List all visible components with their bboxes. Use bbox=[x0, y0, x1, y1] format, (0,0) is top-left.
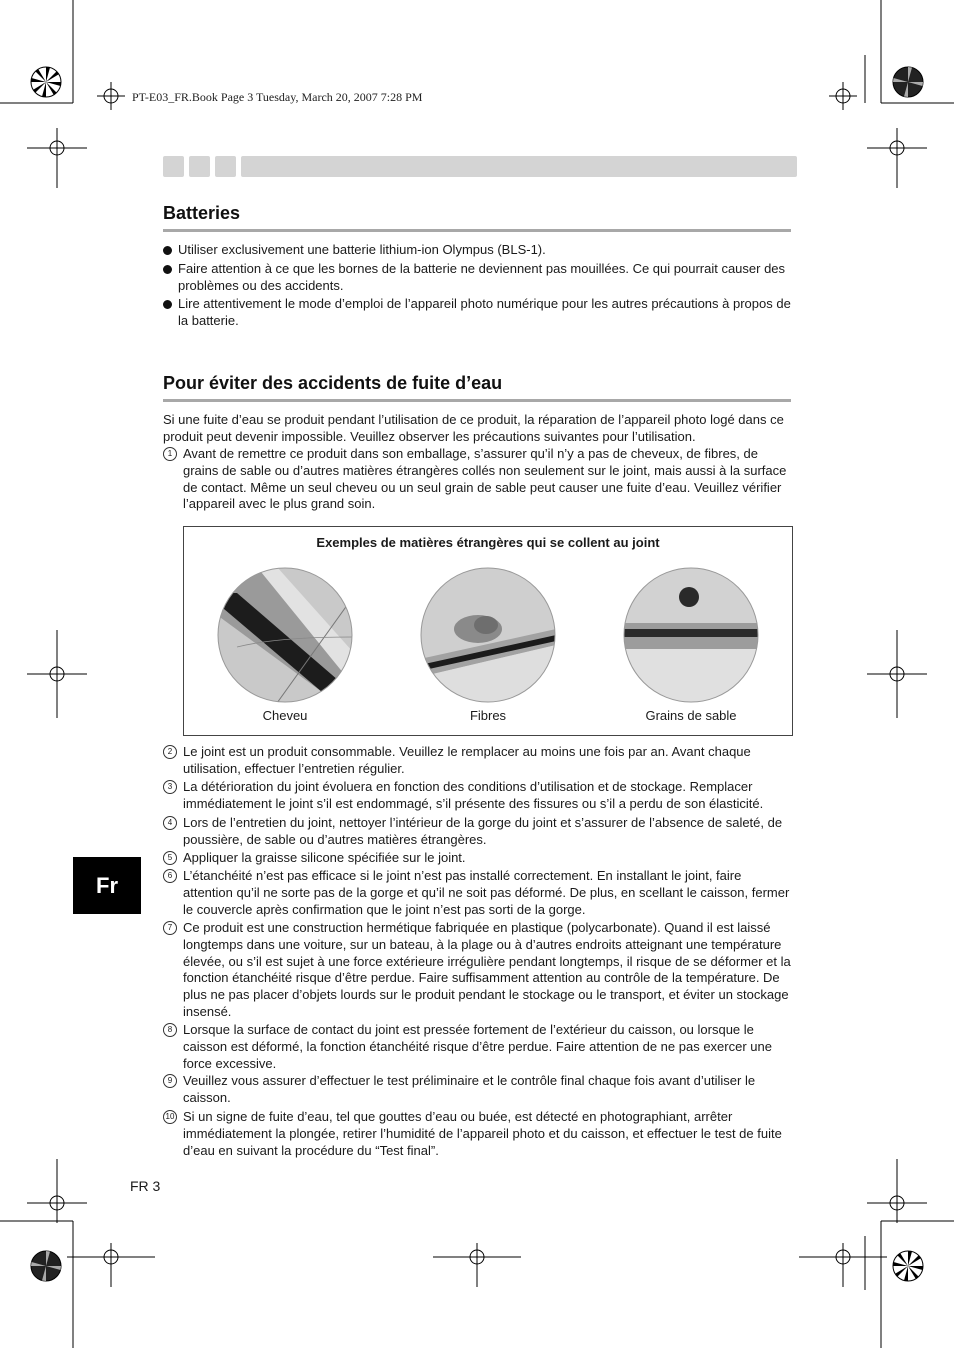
caption-sand: Grains de sable bbox=[645, 708, 737, 723]
numbered-item: 3 La détérioration du joint évoluera en fonction des conditions d’utilisation et de stockage. Remplacer immédiatement le joint s’il est endommagé, s’il présente des fissures ou s’il a perdu de son élasticité. bbox=[163, 779, 793, 813]
print-info: PT-E03_FR.Book Page 3 Tuesday, March 20, 2007 7:28 PM bbox=[132, 90, 423, 104]
language-tab: Fr bbox=[73, 857, 141, 914]
numbered-item: 7 Ce produit est une construction hermétique fabriquée en plastique (polycarbonate). Quand il est laissé longtemps dans une voiture, sur un bateau, à la plage ou à d’autres endroits atteignant une température élevée, ou s’il est sujet à une force extérieure irrégulière pendant longtemps, il risque de se déformer et la fonction étanchéité risque d’être perdue. Faire suffisamment attention au contrôle de la température. De plus ne pas placer d’objets lourds sur le produit pendant le stockage ou le transport, et éviter un stockage insensé. bbox=[163, 920, 793, 1021]
section-title-batteries: Batteries bbox=[163, 203, 241, 223]
numbered-item: 4 Lors de l’entretien du joint, nettoyer l’intérieur de la gorge du joint et s’assurer de l’absence de saleté, de poussière, de sable ou d’autres matières étrangères. bbox=[163, 815, 793, 849]
page-number: FR 3 bbox=[130, 1178, 161, 1194]
section-title-water-leak: Pour éviter des accidents de fuite d’eau bbox=[163, 373, 503, 393]
numbered-item: 1 Avant de remettre ce produit dans son emballage, s’assurer qu’il n’y a pas de cheveux, de fibres, de grains de sable ou d’autres matières étrangères collés non seulement sur le joint, mais aussi à la surface de contact. Même un seul cheveu ou un seul grain de sable peut causer une fuite d’eau. Veuillez vérifier l’appareil avec le plus grand soin. bbox=[163, 446, 793, 513]
numbered-item: 9 Veuillez vous assurer d’effectuer le test préliminaire et le contrôle final chaque fois avant d’utiliser le caisson. bbox=[163, 1073, 793, 1107]
caption-hair: Cheveu bbox=[262, 708, 308, 723]
numbered-item: 10 Si un signe de fuite d’eau, tel que gouttes d’eau ou buée, est détecté en photographiant, arrêter immédiatement la plongée, retirer l’humidité de l’appareil photo et du caisson, et effectuer le test de fuite d’eau en suivant la procédure du “Test final”. bbox=[163, 1109, 793, 1159]
numbered-item: 5 Appliquer la graisse silicone spécifiée sur le joint. bbox=[163, 850, 793, 867]
numbered-item: 6 L’étanchéité n’est pas efficace si le joint n’est pas installé correctement. En installant le joint, faire attention qu’il ne sorte pas de la gorge et qu’il ne soit pas déformé. De plus, en scellant le caisson, fermer le couvercle après confirmation que le joint n’est pas sorti de la gorge. bbox=[163, 868, 793, 918]
list-item: Faire attention à ce que les bornes de la batterie ne deviennent pas mouillées. Ce qui pourrait causer des problèmes ou des accidents. bbox=[163, 261, 793, 295]
numbered-item: 2 Le joint est un produit consommable. Veuillez le remplacer au moins une fois par an. Avant chaque utilisation, effectuer l’entretien régulier. bbox=[163, 744, 793, 778]
list-item: Lire attentivement le mode d’emploi de l’appareil photo numérique pour les autres précautions à propos de la batterie. bbox=[163, 296, 793, 330]
numbered-item: 8 Lorsque la surface de contact du joint est pressée fortement de l’extérieur du caisson, ou lorsque le caisson est déformé, la fonction étanchéité risque d’être perdue. Faire attention de ne pas exercer une force excessive. bbox=[163, 1022, 793, 1072]
figure-title: Exemples de matières étrangères qui se collent au joint bbox=[316, 535, 660, 550]
caption-fibers: Fibres bbox=[469, 708, 507, 723]
list-item: Utiliser exclusivement une batterie lithium-ion Olympus (BLS-1). bbox=[163, 242, 793, 259]
intro-paragraph: Si une fuite d’eau se produit pendant l’utilisation de ce produit, la réparation de l’appareil photo logé dans ce produit peut devenir impossible. Veuillez observer les précautions suivantes pour l’utilisation. bbox=[163, 412, 784, 444]
